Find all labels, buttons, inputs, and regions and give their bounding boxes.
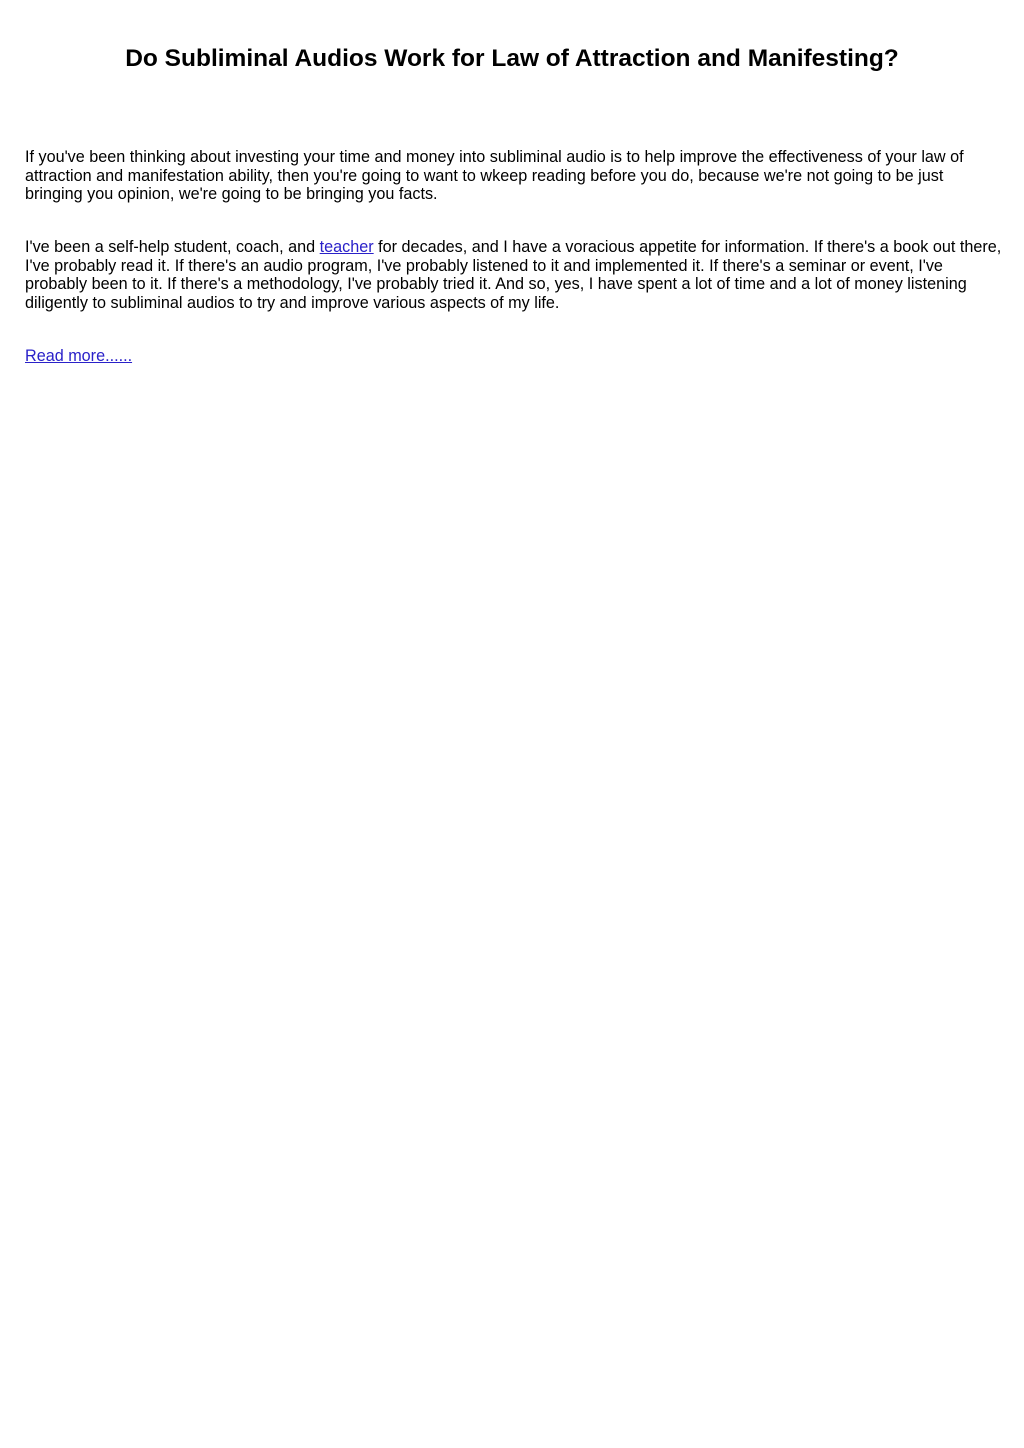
body-paragraph xyxy=(25,238,1005,312)
teacher-link[interactable]: teacher xyxy=(319,238,374,256)
read-more-paragraph xyxy=(25,347,1005,366)
paragraph-text-after-link: for decades, and I have a voracious appetite for information. If there's a book out there, I've probably read it. If there's an audio program, I've probably listened to it and implemented it. If there's a seminar or event, I've probably been to it. If there's a methodology, I've probably tried it. And so, yes, I have spent a lot of time and a lot of money listening diligently to subliminal audios to try and improve various aspects of my life. xyxy=(25,238,1002,312)
read-more-link[interactable]: Read more...... xyxy=(25,347,133,365)
page-title: Do Subliminal Audios Work for Law of Attraction and Manifesting? xyxy=(125,45,899,72)
intro-paragraph: If you've been thinking about investing your time and money into subliminal audio is to help improve the effectiveness of your law of attraction and manifestation ability, then you're going to want to wkeep reading before you do, because we're not going to be just bringing you opinion, we're going to be bringing you facts. xyxy=(25,148,964,204)
paragraph-text-before-link: I've been a self-help student, coach, and xyxy=(25,238,320,256)
